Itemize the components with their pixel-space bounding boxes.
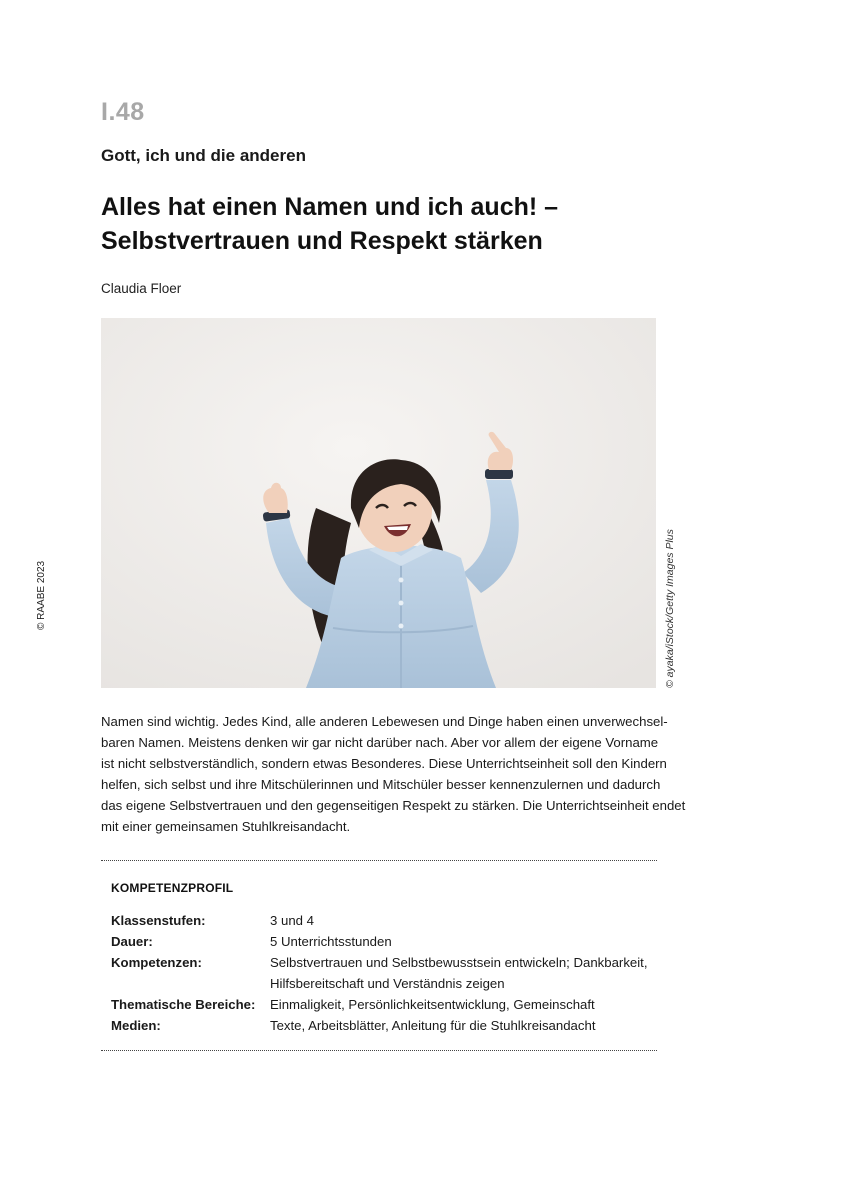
intro-line: das eigene Selbstvertrauen und den gegenseitigen Respekt zu stärken. Die Unterrichtseinheit endet (101, 798, 686, 813)
profile-row (111, 931, 651, 952)
divider-top (101, 860, 657, 861)
cover-photo (101, 318, 656, 688)
title-line-1: Alles hat einen Namen und ich auch! – (101, 193, 559, 221)
page-title (101, 190, 701, 258)
profile-key: Kompetenzen: (111, 955, 202, 970)
profile-key: Thematische Bereiche: (111, 997, 256, 1012)
title-line-2: Selbstvertrauen und Respekt stärken (101, 227, 543, 255)
profile-value: 3 und 4 (270, 913, 314, 928)
profile-row (111, 910, 651, 931)
section-title: Gott, ich und die anderen (101, 146, 306, 165)
divider-bottom (101, 1050, 657, 1051)
unit-code: I.48 (101, 98, 145, 126)
intro-line: baren Namen. Meistens denken wir gar nicht darüber nach. Aber vor allem der eigene Vorname (101, 735, 659, 750)
intro-line: helfen, sich selbst und ihre Mitschülerinnen und Mitschüler besser kennenzulernen und dadurch (101, 777, 661, 792)
photo-credit: © ayaka/iStock/Getty Images Plus (664, 529, 676, 688)
profile-key: Medien: (111, 1018, 161, 1033)
intro-paragraph (101, 711, 686, 837)
profile-key: Klassenstufen: (111, 913, 206, 928)
profile-row (111, 994, 651, 1015)
profile-value: 5 Unterrichtsstunden (270, 934, 392, 949)
profile-key: Dauer: (111, 934, 153, 949)
competence-profile (111, 910, 651, 1036)
copyright: © RAABE 2023 (36, 560, 47, 630)
author: Claudia Floer (101, 281, 182, 296)
profile-value: Selbstvertrauen und Selbstbewusstsein entwickeln; Dankbarkeit, Hilfsbereitschaft und Verständnis zeigen (270, 955, 648, 991)
intro-line: Namen sind wichtig. Jedes Kind, alle anderen Lebewesen und Dinge haben einen unverwechsel- (101, 714, 668, 729)
profile-heading: KOMPETENZPROFIL (111, 881, 234, 895)
profile-value: Einmaligkeit, Persönlichkeitsentwicklung, Gemeinschaft (270, 997, 595, 1012)
intro-line: mit einer gemeinsamen Stuhlkreisandacht. (101, 819, 351, 834)
profile-row (111, 1015, 651, 1036)
profile-row (111, 952, 651, 994)
intro-line: ist nicht selbstverständlich, sondern etwas Besonderes. Diese Unterrichtseinheit soll den Kindern (101, 756, 667, 771)
profile-value: Texte, Arbeitsblätter, Anleitung für die Stuhlkreisandacht (270, 1018, 596, 1033)
